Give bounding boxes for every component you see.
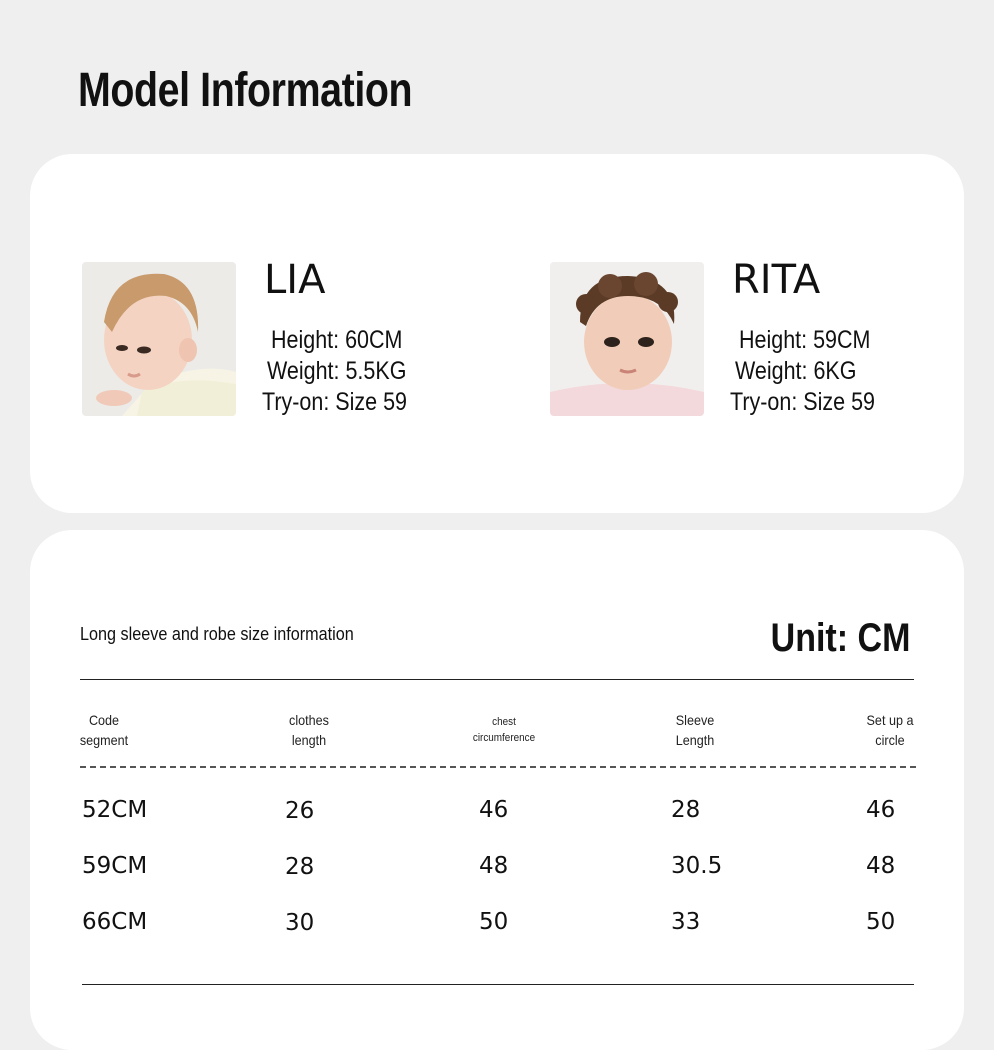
table-cell: 33 xyxy=(671,909,701,935)
model-tryon: Try-on: Size 59 xyxy=(730,388,875,416)
model-photo-rita xyxy=(550,262,704,416)
model-info-card xyxy=(30,154,964,513)
page-title: Model Information xyxy=(78,64,413,117)
table-cell: 48 xyxy=(479,853,509,879)
size-chart-card xyxy=(30,530,964,1050)
table-cell: 46 xyxy=(479,797,509,823)
table-cell: 30 xyxy=(285,910,315,936)
model-weight: Weight: 5.5KG xyxy=(267,357,407,385)
model-name: RITA xyxy=(732,257,821,303)
table-cell: 59CM xyxy=(82,853,148,879)
model-name: LIA xyxy=(264,257,326,303)
model-weight: Weight: 6KG xyxy=(735,357,857,385)
table-cell: 28 xyxy=(285,854,315,880)
table-cell: 46 xyxy=(866,797,896,823)
table-header-circle: Set up a circle xyxy=(866,712,914,748)
unit-label: Unit: CM xyxy=(770,616,910,660)
table-cell: 48 xyxy=(866,853,896,879)
model-height: Height: 60CM xyxy=(271,326,403,354)
table-bottom-rule xyxy=(82,984,914,985)
table-cell: 26 xyxy=(285,798,315,824)
model-tryon: Try-on: Size 59 xyxy=(262,388,407,416)
table-header-chest: chest circumference xyxy=(472,716,536,744)
table-cell: 28 xyxy=(671,797,701,823)
table-cell: 30.5 xyxy=(671,853,723,879)
model-photo-lia xyxy=(82,262,236,416)
table-header-divider xyxy=(80,766,916,768)
table-cell: 50 xyxy=(479,909,509,935)
size-chart-caption: Long sleeve and robe size information xyxy=(80,624,354,644)
table-cell: 50 xyxy=(866,909,896,935)
table-cell: 52CM xyxy=(82,797,148,823)
table-header-sleeve: Sleeve Length xyxy=(675,712,715,748)
model-height: Height: 59CM xyxy=(739,326,871,354)
table-header-length: clothes length xyxy=(289,712,329,748)
table-cell: 66CM xyxy=(82,909,148,935)
table-header-code: Code segment xyxy=(79,712,129,748)
table-top-rule xyxy=(80,679,914,680)
